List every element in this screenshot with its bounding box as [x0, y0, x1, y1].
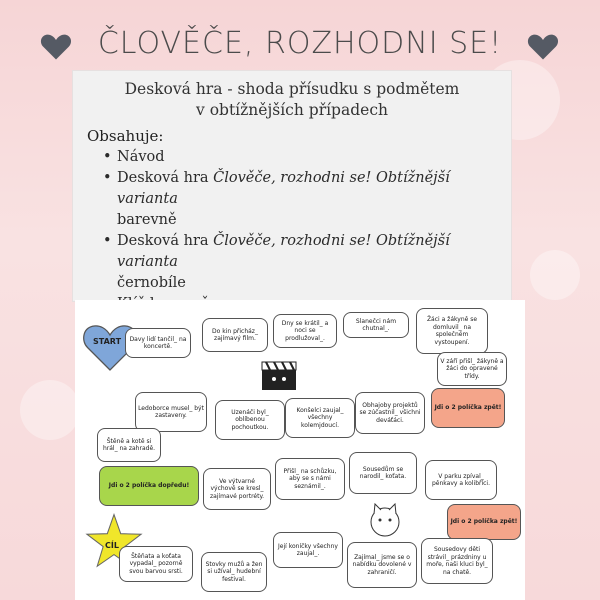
start-label: START [93, 337, 122, 346]
cat-icon [365, 500, 405, 540]
board-cell: Sousedům se narodil_ koťata. [349, 452, 417, 494]
board-cell: Žáci a žákyně se domluvil_ na společném vystoupení. [416, 308, 488, 354]
subtitle [73, 79, 511, 121]
list-item: • Desková hra Člověče, rozhodni se! Obtížnější varianta černobíle [103, 231, 507, 294]
description-card [72, 70, 512, 302]
board-cell: Dny se krátil_ a noci se prodlužoval_. [273, 314, 337, 348]
page-title: ČLOVĚČE, ROZHODNI SE! [97, 26, 503, 61]
heart-icon [525, 28, 561, 64]
list-item: • Návod [103, 147, 507, 168]
header [0, 8, 600, 70]
board-cell: Štěně a kotě si hrál_ na zahradě. [97, 428, 161, 462]
board-cell: Její koníčky všechny zaujal_. [273, 532, 343, 568]
board-cell: Uzenáči byl_ oblíbenou pochoutkou. [215, 400, 285, 440]
back-two-cell: Jdi o 2 políčka zpět! [447, 504, 521, 540]
finish-label: CÍL [105, 541, 119, 550]
board-cell: Slanečci nám chutnal_. [343, 312, 409, 338]
contains-label: Obsahuje: [87, 127, 164, 145]
board-cell: Konšelci zaujal_ všechny kolemjdoucí. [285, 398, 355, 438]
film-clapper-icon [260, 360, 300, 392]
board-cell: V parku zpíval_ pěnkavy a kolibříci. [425, 460, 497, 500]
board-cell: Zajímal_ jsme se o nabídku dovolené v zahraničí. [347, 542, 417, 588]
board-cell: Davy lidí tančil_ na koncertě. [125, 328, 191, 358]
board-cell: V září přišl_ žákyně a žáci do opravené třídy. [437, 352, 507, 386]
subtitle-line-2: v obtížnějších případech [196, 101, 388, 119]
game-board [75, 300, 525, 600]
board-cell: Štěňata a koťata vypadal_ pozorně svou barvou srsti. [119, 546, 193, 582]
board-cell: Obhajoby projektů se zúčastnil_ všichni deváťáci. [355, 392, 425, 434]
board-cell: Do kin přicház_ zajímavý film. [202, 318, 268, 352]
board-cell: Sousedovy děti strávil_ prázdniny u moře, naši kluci byl_ na chatě. [421, 538, 493, 584]
subtitle-line-1: Desková hra - shoda přísudku s podmětem [124, 80, 460, 98]
heart-icon [38, 28, 74, 64]
list-item: • Desková hra Člověče, rozhodni se! Obtížnější varianta barevně [103, 168, 507, 231]
forward-two-cell: Jdi o 2 políčka dopředu! [99, 466, 199, 506]
board-cell: Ve výtvarné výchově se kresl_ zajímavé portréty. [203, 468, 271, 510]
board-cell: Stovky mužů a žen si užíval_ hudební festival. [201, 552, 267, 592]
board-cell: Ledoborce musel_ být zastaveny. [135, 392, 207, 432]
back-two-cell: Jdi o 2 políčka zpět! [431, 388, 505, 428]
board-cell: Přišl_ na schůzku, aby se s námi seznámil_. [275, 458, 345, 500]
